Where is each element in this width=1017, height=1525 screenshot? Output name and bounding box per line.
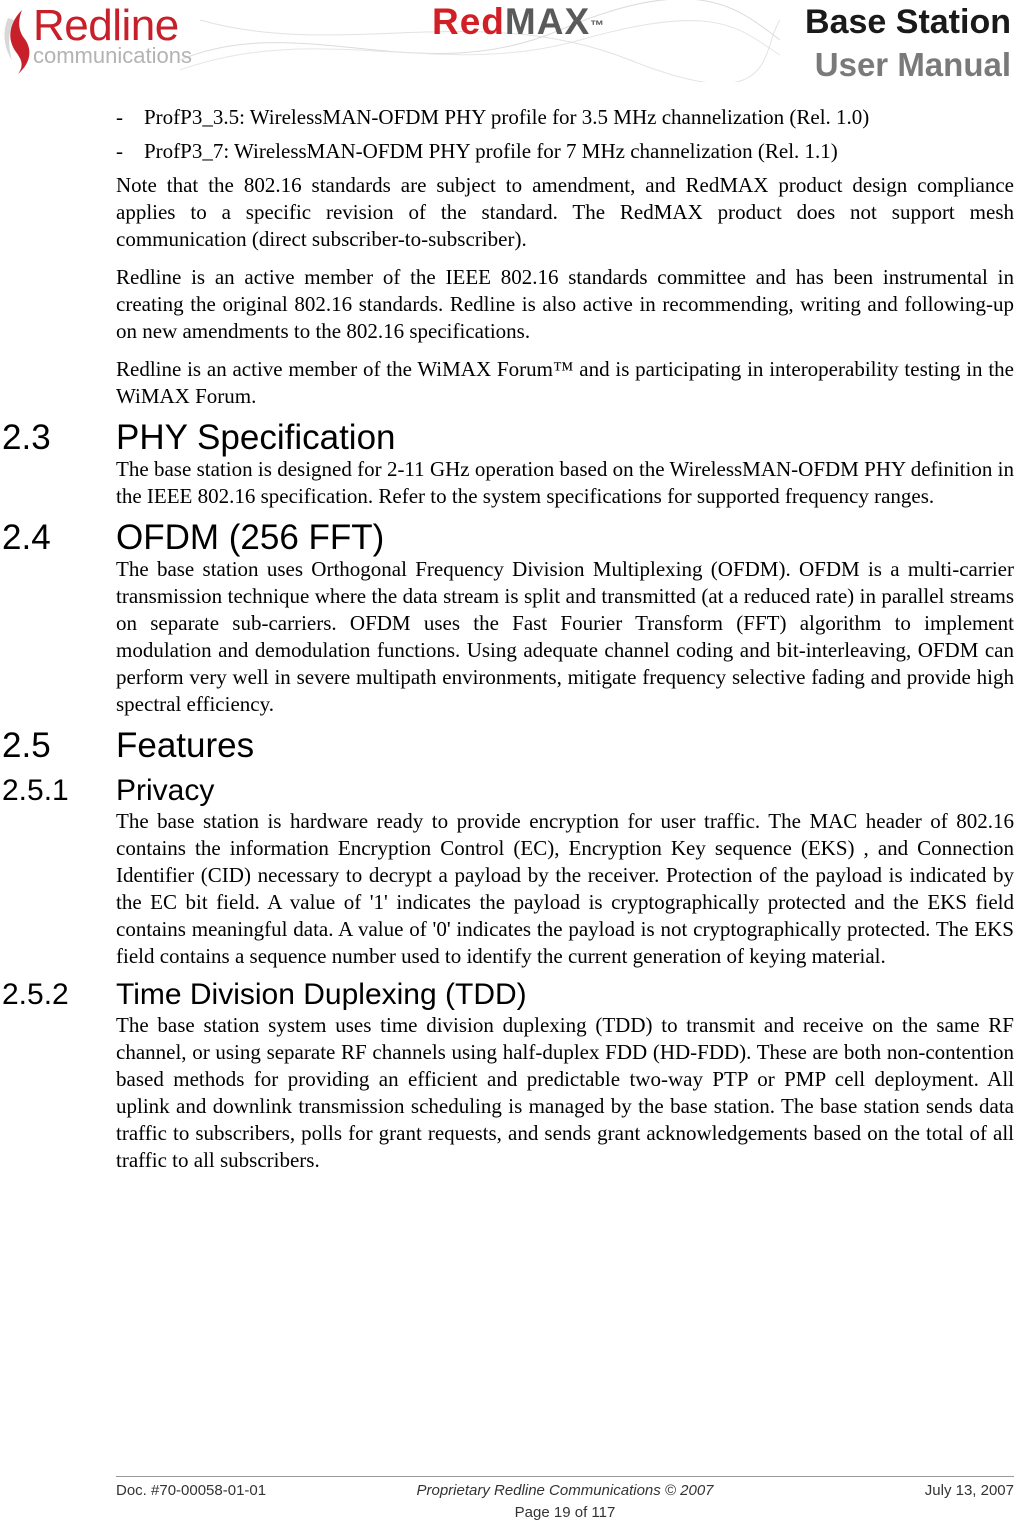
section-heading-2-5 — [2, 726, 1014, 764]
product-name — [432, 2, 605, 42]
redline-logo — [2, 1, 212, 76]
section-title: OFDM (256 FFT) — [116, 518, 385, 557]
product-name-max: MAX — [504, 1, 591, 42]
trademark-symbol: ™ — [590, 17, 606, 33]
list-item — [116, 138, 1014, 165]
page-content — [2, 104, 1014, 1185]
section-number: 2.3 — [2, 418, 51, 457]
section-number: 2.5 — [2, 726, 51, 765]
bullet-dash: - — [116, 105, 123, 129]
section-number: 2.5.2 — [2, 978, 69, 1011]
document-date: July 13, 2007 — [924, 1482, 1014, 1499]
document-title — [805, 2, 1011, 85]
paragraph: Redline is an active member of the IEEE 802.16 standards committee and has been instrumental in creating the original 802.16 standards. Redline is also active in recommending, writing and following-up on new amendments to the 802.16 specifications. — [116, 265, 1014, 343]
list-item-text: ProfP3_3.5: WirelessMAN-OFDM PHY profile for 3.5 MHz channelization (Rel. 1.0) — [144, 105, 870, 129]
paragraph: Note that the 802.16 standards are subject to amendment, and RedMAX product design compliance applies to a specific revision of the standard. The RedMAX product does not support mesh communication (direct subscriber-to-subscriber). — [116, 173, 1014, 251]
section-title: Privacy — [116, 774, 215, 807]
section-heading-2-4 — [2, 518, 1014, 556]
section-number: 2.4 — [2, 518, 51, 557]
section-heading-2-3 — [2, 418, 1014, 456]
document-title-line2: User Manual — [814, 46, 1011, 83]
footer-divider — [116, 1476, 1014, 1477]
section-title: PHY Specification — [116, 418, 396, 457]
paragraph: The base station is hardware ready to provide encryption for user traffic. The MAC header of 802.16 contains the information Encryption Control (EC), Encryption Key sequence (EKS) , and Connection Identifier (CID) necessary to decrypt a payload by the receiver. Protection of the payload is indicated by the EC bit field. A value of '1' indicates the payload is cryptographically protected and the EKS field contains meaningful data. A value of '0' indicates the payload is not cryptographically protected. The EKS field contains a sequence number used to identify the current generation of keying material. — [116, 809, 1014, 968]
list-item — [116, 104, 1014, 131]
section-title: Features — [116, 726, 255, 765]
copyright-notice: Proprietary Redline Communications © 2007 — [416, 1482, 714, 1499]
document-number: Doc. #70-00058-01-01 — [116, 1482, 267, 1499]
logo-wordmark: Redline — [33, 1, 179, 50]
paragraph: The base station is designed for 2-11 GHz operation based on the WirelessMAN-OFDM PHY definition in the IEEE 802.16 specification. Refer to the system specifications for supported frequency ranges. — [116, 457, 1014, 508]
section-heading-2-5-1 — [2, 774, 1014, 808]
page-header — [0, 0, 1017, 82]
section-title: Time Division Duplexing (TDD) — [116, 978, 527, 1011]
logo-subtitle: communications — [33, 43, 192, 68]
page-number: Page 19 of 117 — [514, 1504, 616, 1521]
paragraph: The base station system uses time division duplexing (TDD) to transmit and receive on the same RF channel, or using separate RF channels using half-duplex FDD (HD-FDD). These are both non-contention based methods for providing an efficient and predictable two-way PTP or PMP cell deployment. All uplink and downlink transmission scheduling is managed by the base station. The base station sends data traffic to subscribers, polls for grant requests, and sends grant acknowledgements based on the total of all traffic to all subscribers. — [116, 1013, 1014, 1172]
document-title-line1: Base Station — [805, 3, 1011, 41]
redline-swoosh-icon — [2, 8, 36, 74]
section-heading-2-5-2 — [2, 978, 1014, 1012]
paragraph: The base station uses Orthogonal Frequency Division Multiplexing (OFDM). OFDM is a multi-carrier transmission technique where the data stream is split and transmitted (at a reduced rate) in parallel streams on separate sub-carriers. OFDM uses the Fast Fourier Transform (FFT) algorithm to implement modulation and demodulation functions. Using adequate channel coding and bit-interleaving, OFDM can perform very well in severe multipath environments, mitigate frequency selective fading and provide high spectral efficiency. — [116, 557, 1014, 716]
bullet-dash: - — [116, 139, 123, 163]
section-number: 2.5.1 — [2, 774, 69, 807]
list-item-text: ProfP3_7: WirelessMAN-OFDM PHY profile for 7 MHz channelization (Rel. 1.1) — [144, 139, 838, 163]
product-name-red: Red — [432, 1, 505, 42]
paragraph: Redline is an active member of the WiMAX Forum™ and is participating in interoperability testing in the WiMAX Forum. — [116, 357, 1014, 408]
